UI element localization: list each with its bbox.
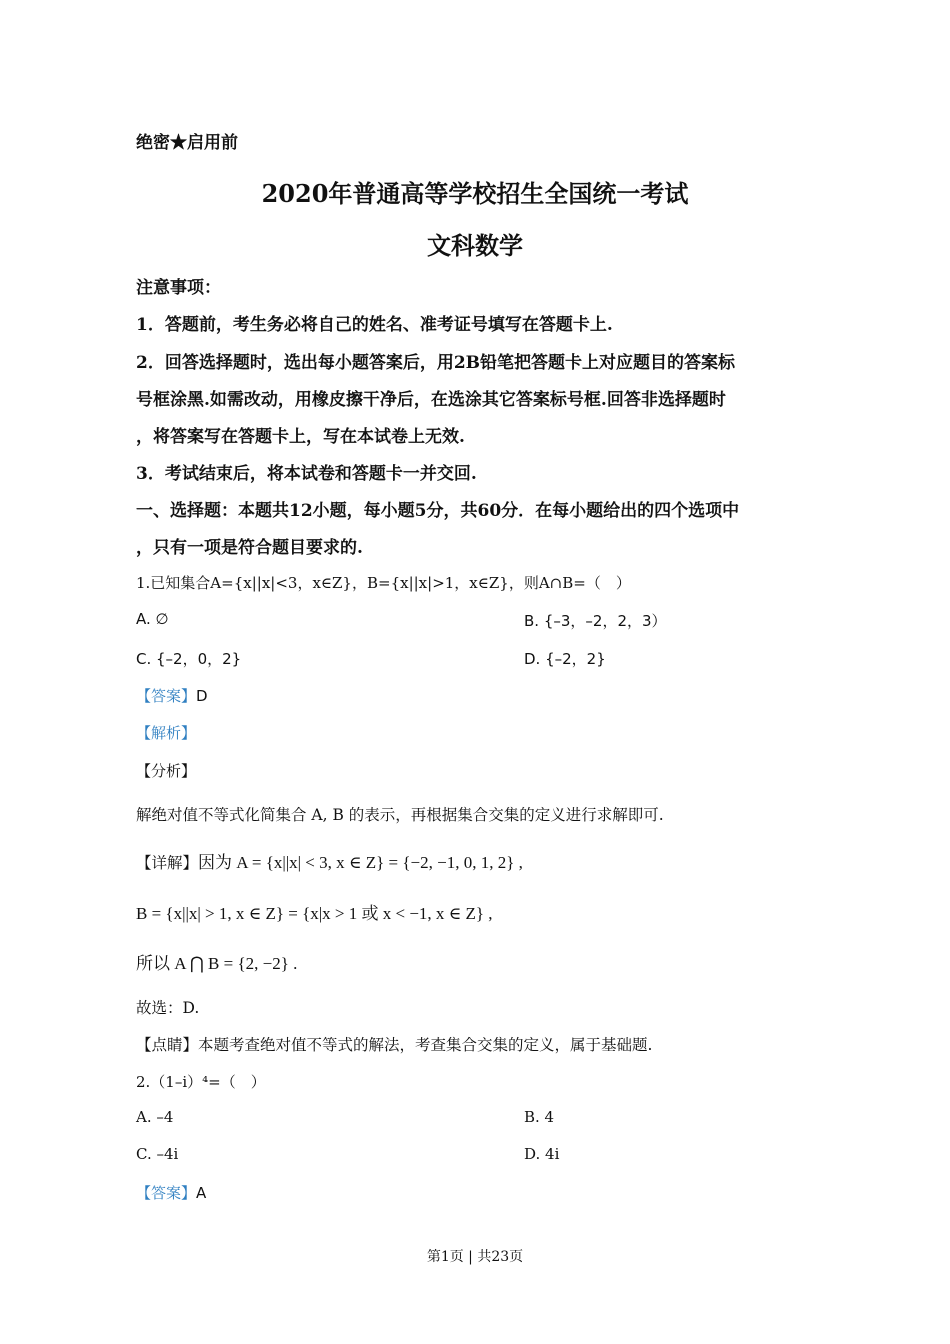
q1-fenxi-text: 解绝对值不等式化简集合 A, B 的表示，再根据集合交集的定义进行求解即可. [136, 806, 664, 824]
q1-detail-line-2: B = {x||x| > 1, x ∈ Z} = {x|x > 1 或 x < −1, x ∈ Z} , [136, 904, 493, 923]
q1-detail-formula-1: 因为 A = {x||x| < 3, x ∈ Z} = {−2, −1, 0, 1, 2} , [198, 853, 523, 872]
section-heading-line-1: 一、选择题：本题共12小题，每小题5分，共60分．在每小题给出的四个选项中 [136, 501, 740, 521]
notice-item-2-line-1: 2．回答选择题时，选出每小题答案后，用2B铅笔把答题卡上对应题目的答案标 [136, 353, 736, 373]
notice-item-2-line-3: ，将答案写在答题卡上，写在本试卷上无效. [136, 427, 465, 447]
notice-item-1: 1．答题前，考生务必将自己的姓名、准考证号填写在答题卡上. [136, 315, 613, 335]
q2-option-a: A. –4 [136, 1108, 174, 1126]
q2-stem: 2.（1–i）⁴=（ ） [136, 1073, 266, 1091]
notice-item-2-line-2: 号框涂黑.如需改动，用橡皮擦干净后，在选涂其它答案标号框.回答非选择题时 [136, 390, 726, 410]
q1-answer-row [136, 685, 208, 706]
q1-answer-value: D [196, 687, 208, 705]
q1-detail-line-3: 所以 A ⋂ B = {2, −2} . [136, 954, 298, 973]
notice-heading: 注意事项： [136, 278, 221, 298]
confidential-label: 绝密★启用前 [136, 133, 238, 153]
q1-detail-line-1 [136, 848, 523, 873]
comment-tag: 【点睛】 [136, 1036, 199, 1054]
subject-title: 文科数学 [427, 231, 523, 260]
q1-option-c: C. {–2，0，2} [136, 650, 242, 668]
q1-option-d: D. {–2，2} [524, 650, 606, 668]
q2-option-b: B. 4 [524, 1108, 555, 1126]
q1-comment [136, 1033, 652, 1055]
q2-answer-value: A [196, 1184, 207, 1202]
q1-option-b: B. {–3，–2，2，3） [524, 612, 667, 630]
q1-choice: 故选：D. [136, 999, 200, 1017]
q1-analysis-tag: 【解析】 [136, 724, 197, 742]
q2-option-c: C. –4i [136, 1145, 179, 1163]
section-heading-line-2: ，只有一项是符合题目要求的. [136, 538, 363, 558]
answer-tag: 【答案】 [136, 687, 197, 705]
notice-item-3: 3．考试结束后，将本试卷和答题卡一并交回. [136, 464, 477, 484]
q2-answer-row [136, 1182, 206, 1203]
q1-option-a: A. ∅ [136, 610, 169, 628]
page-footer: 第1页 | 共23页 [426, 1249, 524, 1265]
q1-comment-text: 本题考查绝对值不等式的解法，考查集合交集的定义，属于基础题. [198, 1036, 653, 1054]
q1-stem: 1.已知集合A={x||x|<3，x∈Z}，B={x||x|>1，x∈Z}，则A∩B=（ ） [136, 574, 631, 592]
q2-option-d: D. 4i [524, 1145, 560, 1163]
answer-tag: 【答案】 [136, 1184, 197, 1202]
exam-title: 2020年普通高等学校招生全国统一考试 [261, 179, 689, 208]
q1-fenxi-tag: 【分析】 [136, 762, 197, 780]
detail-tag: 【详解】 [136, 854, 199, 872]
